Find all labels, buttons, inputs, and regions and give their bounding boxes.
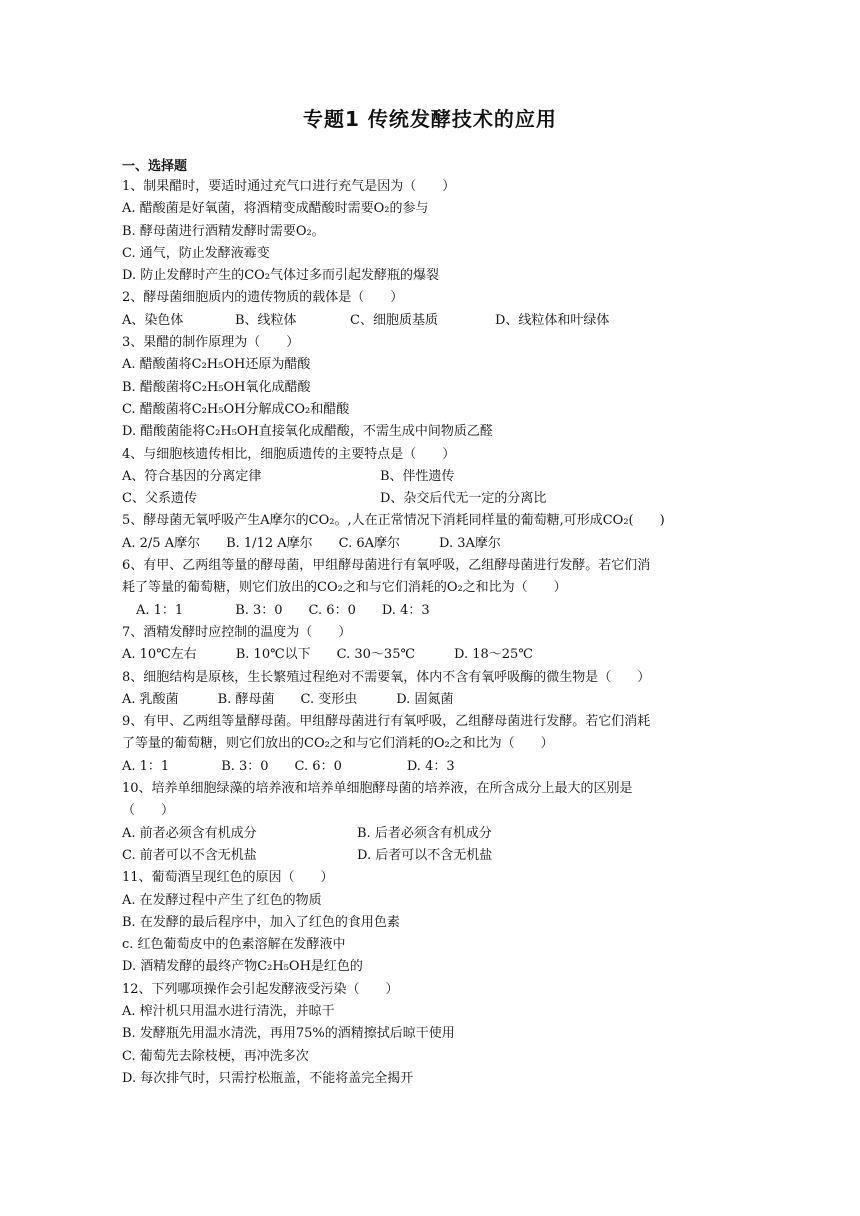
option-text: C、父系遗传: [122, 491, 197, 507]
text-line: B. 在发酵的最后程序中，加入了红色的食用色素: [122, 914, 400, 930]
text-line: A. 1：1 B. 3：0 C. 6：0 D. 4：3: [122, 758, 455, 774]
option-text: D、线粒体和叶绿体: [495, 312, 610, 328]
text-line: 11、葡萄酒呈现红色的原因（ ）: [122, 870, 334, 886]
text-line: 耗了等量的葡萄糖，则它们放出的CO₂之和与它们消耗的O₂之和比为（ ）: [122, 580, 567, 596]
text-line: C. 醋酸菌将C₂H₅OH分解成CO₂和醋酸: [122, 401, 350, 417]
text-line: D. 酒精发酵的最终产物C₂H₅OH是红色的: [122, 959, 363, 975]
text-line: [122, 845, 747, 867]
text-line: 了等量的葡萄糖，则它们放出的CO₂之和与它们消耗的O₂之和比为（ ）: [122, 736, 554, 752]
text-line: 10、培养单细胞绿藻的培养液和培养单细胞酵母菌的培养液，在所含成分上最大的区别是: [122, 781, 633, 797]
option-text: B、线粒体: [235, 312, 297, 328]
text-line: [122, 823, 747, 845]
text-line: C. 葡萄先去除枝梗，再冲洗多次: [122, 1048, 309, 1064]
text-line: A. 醋酸菌将C₂H₅OH还原为醋酸: [122, 357, 311, 373]
question-list: [122, 176, 747, 1090]
option-text: A、符合基因的分离定律: [122, 468, 262, 484]
option-text: D、杂交后代无一定的分离比: [380, 491, 547, 507]
text-line: [122, 466, 747, 488]
text-line: A. 1：1 B. 3：0 C. 6：0 D. 4：3: [136, 602, 430, 618]
text-line: C. 通气，防止发酵液霉变: [122, 245, 270, 261]
text-line: 4、与细胞核遗传相比，细胞质遗传的主要特点是（ ）: [122, 446, 456, 462]
text-line: B. 酵母菌进行酒精发酵时需要O₂。: [122, 223, 325, 239]
text-line: 3、果醋的制作原理为（ ）: [122, 335, 300, 351]
text-line: B. 醋酸菌将C₂H₅OH氧化成醋酸: [122, 379, 311, 395]
option-text: C、细胞质基质: [350, 312, 438, 328]
text-line: 6、有甲、乙两组等量的酵母菌，甲组酵母菌进行有氧呼吸，乙组酵母菌进行发酵。若它们消: [122, 558, 651, 574]
text-line: （ ）: [122, 803, 175, 819]
text-line: A. 10℃左右 B. 10℃以下 C. 30～35℃ D. 18～25℃: [122, 647, 533, 663]
text-line: 8、细胞结构是原核，生长繁殖过程绝对不需要氧，体内不含有氧呼吸酶的微生物是（ ）: [122, 669, 651, 685]
text-line: B. 发酵瓶先用温水清洗，再用75%的酒精擦拭后晾干使用: [122, 1026, 455, 1042]
text-line: A. 醋酸菌是好氧菌，将酒精变成醋酸时需要O₂的参与: [122, 201, 429, 217]
text-line: 2、酵母菌细胞质内的遗传物质的载体是（ ）: [122, 290, 404, 306]
text-line: D. 防止发酵时产生的CO₂气体过多而引起发酵瓶的爆裂: [122, 268, 440, 284]
text-line: A. 榨汁机只用温水进行清洗，并晾干: [122, 1003, 335, 1019]
section-heading: 一、选择题: [122, 159, 188, 174]
text-line: A. 在发酵过程中产生了红色的物质: [122, 892, 322, 908]
text-line: 9、有甲、乙两组等量酵母菌。甲组酵母菌进行有氧呼吸，乙组酵母菌进行发酵。若它们消耗: [122, 714, 651, 730]
option-text: A. 前者必须含有机成分: [122, 825, 257, 841]
text-line: D. 每次排气时，只需拧松瓶盖，不能将盖完全揭开: [122, 1070, 414, 1086]
text-line: 1、制果醋时，要适时通过充气口进行充气是因为（ ）: [122, 179, 456, 194]
option-text: A、染色体: [122, 312, 184, 328]
text-line: [122, 310, 747, 332]
text-line: D. 醋酸菌能将C₂H₅OH直接氧化成醋酸，不需生成中间物质乙醛: [122, 424, 493, 440]
option-text: B. 后者必须含有机成分: [357, 825, 492, 841]
option-text: C. 前者可以不含无机盐: [122, 847, 257, 863]
document-title: 专题1 传统发酵技术的应用: [303, 107, 557, 131]
text-line: 7、酒精发酵时应控制的温度为（ ）: [122, 624, 352, 640]
text-line: A. 乳酸菌 B. 酵母菌 C. 变形虫 D. 固氮菌: [122, 691, 454, 707]
option-text: B、伴性遗传: [380, 468, 455, 484]
text-line: 12、下列哪项操作会引起发酵液受污染（ ）: [122, 981, 399, 997]
text-line: [122, 488, 747, 510]
text-line: c. 红色葡萄皮中的色素溶解在发酵液中: [122, 937, 346, 953]
text-line: A. 2/5 A摩尔 B. 1/12 A摩尔 C. 6A摩尔 D. 3A摩尔: [122, 535, 501, 551]
text-line: 5、酵母菌无氧呼吸产生A摩尔的CO₂。,人在正常情况下消耗同样量的葡萄糖,可形成CO₂( ): [122, 513, 665, 529]
option-text: D. 后者可以不含无机盐: [357, 847, 493, 863]
